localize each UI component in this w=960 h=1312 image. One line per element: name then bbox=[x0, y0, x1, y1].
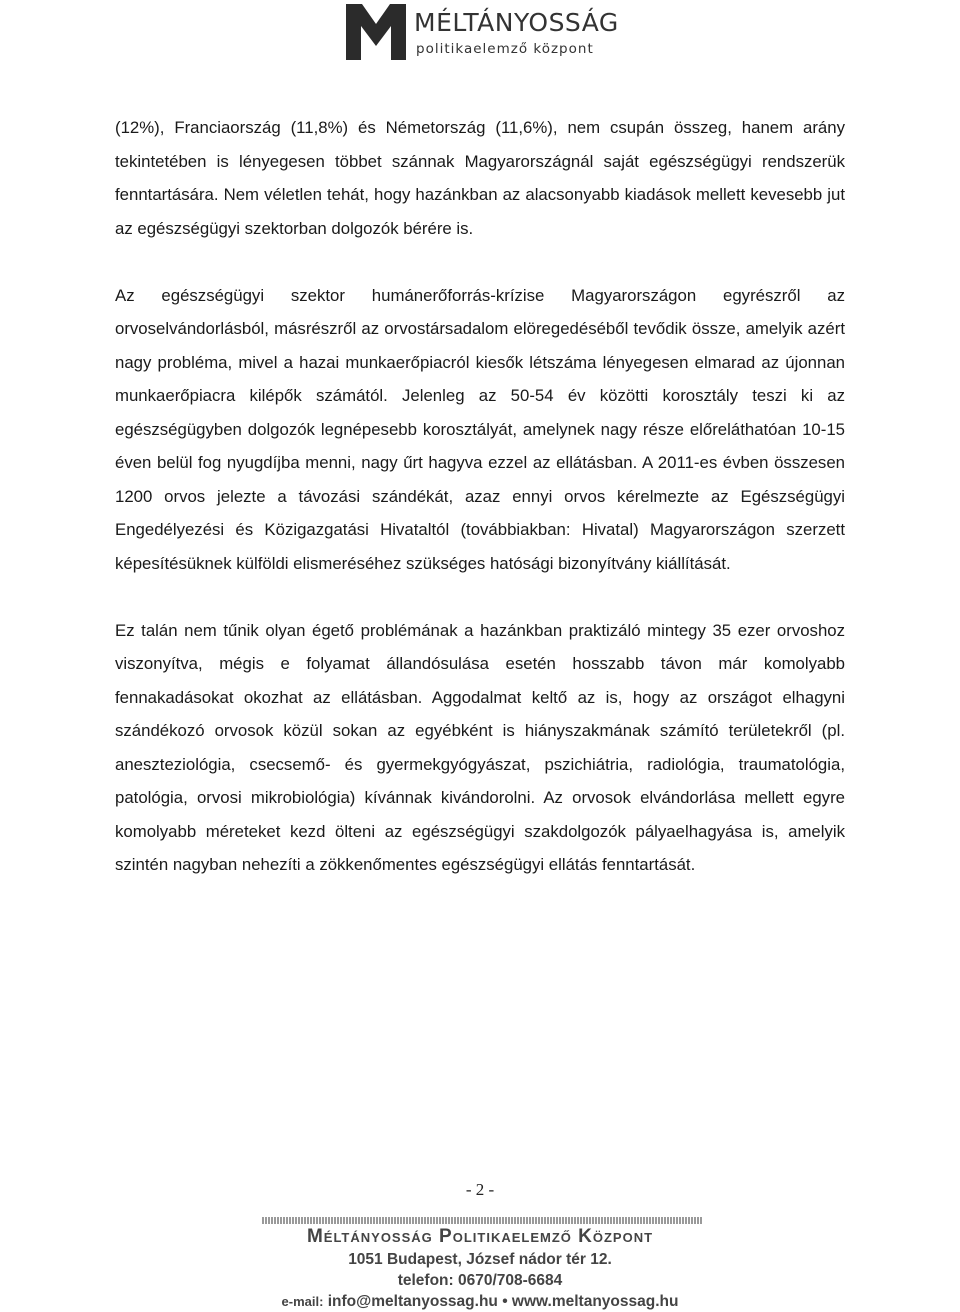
footer bbox=[0, 1225, 960, 1312]
footer-email-label: e-mail: bbox=[281, 1294, 324, 1309]
header-logo bbox=[346, 4, 626, 60]
logo-subtitle: politikaelemző központ bbox=[416, 41, 594, 57]
page-number: - 2 - bbox=[465, 1180, 495, 1199]
paragraph-1: (12%), Franciaország (11,8%) és Németország (11,6%), nem csupán összeg, hanem arány tekintetében is lényegesen többet szánnak Magyarországnál saját egészségügyi rendszerük fenntartására. Nem véletlen tehát, hogy hazánkban az alacsonyabb kiadások mellett kevesebb jut az egészségügyi szektorban dolgozók bérére is. bbox=[115, 118, 845, 238]
footer-email-web[interactable]: info@meltanyossag.hu • www.meltanyossag.hu bbox=[327, 1293, 679, 1310]
paragraph-3: Ez talán nem tűnik olyan égető problémának a hazánkban praktizáló mintegy 35 ezer orvoshoz viszonyítva, mégis e folyamat állandósulása esetén hosszabb távon már komolyabb fennakadásokat okozhat az ellátásban. Aggodalmat keltő az is, hogy az országot elhagyni szándékozó orvosok közül sokan az egyébként is hiányszakmának számító területekről (pl. aneszteziológia, csecsemő- és gyermekgyógyászat, pszichiátria, radiológia, traumatológia, patológia, orvosi mikrobiológia) kívánnak kivándorolni. Az orvosok elvándorlása mellett egyre komolyabb méreteket kezd ölteni az egészségügyi szakdolgozók pályaelhagyása is, amelyik szintén nagyban nehezíti a zökkenőmentes egészségügyi ellátás fenntartását. bbox=[115, 620, 845, 874]
footer-contact bbox=[0, 1291, 960, 1312]
footer-organization: Méltányosság Politikaelemző Központ bbox=[306, 1226, 654, 1247]
paragraph-2: Az egészségügyi szektor humánerőforrás-krízise Magyarországon egyrészről az orvoselvándorlásból, másrészről az orvostársadalom elöregedéséből tevődik össze, amelyik azért nagy probléma, mivel a hazai munkaerőpiacról kiesők létszáma lényegesen elmarad az újonnan munkaerőpiacra kilépők számától. Jelenleg az 50-54 év közötti korosztály teszi ki az egészségügyben dolgozók legnépesebb korosztályát, amelynek nagy része előreláthatóan 10-15 éven belül fog nyugdíjba menni, nagy űrt hagyva ezzel az ellátásban. A 2011-es évben összesen 1200 orvos jelezte a távozási szándékát, azaz ennyi orvos kérelmezte az Egészségügyi Engedélyezési és Közigazgatási Hivataltól (továbbiakban: Hivatal) Magyarországon szerzett képesítésüknek külföldi elismeréséhez szükséges hatósági bizonyítvány kiállítását. bbox=[115, 285, 845, 573]
logo-title: MÉLTÁNYOSSÁG bbox=[414, 8, 619, 37]
footer-phone: telefon: 0670/708-6684 bbox=[397, 1272, 563, 1289]
footer-address: 1051 Budapest, József nádor tér 12. bbox=[348, 1251, 612, 1268]
document-body bbox=[115, 111, 845, 882]
footer-divider bbox=[262, 1217, 702, 1224]
logo-m-icon bbox=[346, 4, 406, 60]
